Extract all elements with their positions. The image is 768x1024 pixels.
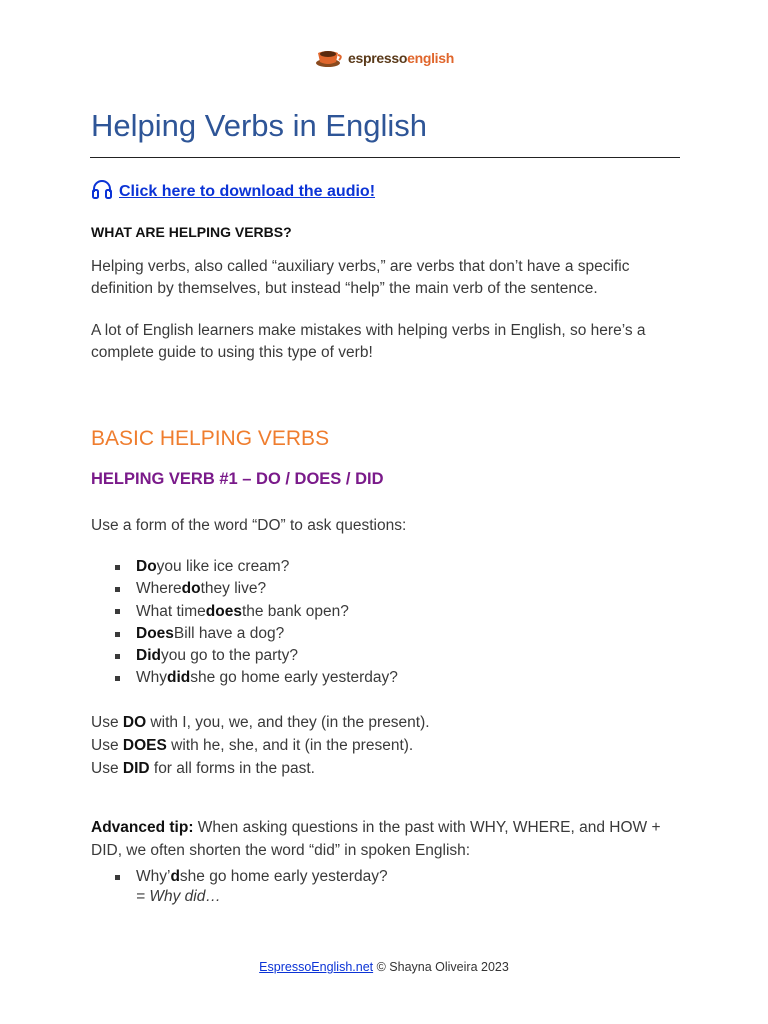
heading-basic-helping-verbs: BASIC HELPING VERBS (91, 427, 330, 450)
example-bold: does (205, 602, 242, 620)
usage-text: with I, you, we, and they (in the present). (146, 714, 430, 731)
headphones-icon[interactable] (91, 178, 113, 205)
usage-text: Use (91, 737, 123, 754)
bullet-icon (115, 632, 120, 637)
tip-examples-list (115, 866, 388, 888)
logo-text (348, 50, 454, 66)
intro-paragraph-1: Helping verbs, also called “auxiliary verbs,” are verbs that don’t have a specific definition by themselves, but instead “help” the main verb of the sentence. (91, 258, 630, 297)
example-text: you go to the party? (160, 647, 298, 665)
usage-line (91, 757, 430, 780)
footer-site-link[interactable]: EspressoEnglish.net (259, 960, 374, 974)
example-bold: d (170, 868, 180, 885)
bullet-icon (115, 676, 120, 681)
usage-bold: DO (122, 714, 147, 731)
usage-line (91, 711, 430, 734)
page-title: Helping Verbs in English (91, 108, 428, 143)
example-bold: do (181, 580, 201, 598)
usage-line (91, 734, 430, 757)
example-text: Where (136, 580, 182, 598)
example-text: the bank open? (241, 602, 349, 620)
example-text: Why’ (136, 868, 171, 885)
usage-rules (91, 711, 430, 780)
usage-bold: DID (122, 760, 150, 777)
example-text: What time (136, 602, 206, 620)
example-bold: Do (136, 558, 157, 575)
usage-text: Use (91, 760, 123, 777)
list-item (115, 623, 398, 645)
heading-helping-verb-1: HELPING VERB #1 – DO / DOES / DID (91, 470, 384, 488)
footer-copyright: © Shayna Oliveira 2023 (373, 960, 509, 974)
audio-download-link[interactable]: Click here to download the audio! (119, 182, 376, 200)
bullet-icon (115, 565, 120, 570)
example-text: you like ice cream? (156, 558, 290, 575)
logo-text-english: english (407, 50, 454, 66)
tip-example-note: = Why did… (136, 888, 221, 905)
list-item (115, 578, 398, 600)
usage-bold: DOES (122, 737, 167, 754)
example-bold: Does (136, 624, 174, 642)
example-text: Why (136, 669, 167, 687)
example-text: she go home early yesterday? (179, 868, 388, 885)
section-heading-what: WHAT ARE HELPING VERBS? (91, 224, 292, 240)
logo-text-espresso: espresso (347, 50, 408, 66)
bullet-icon (115, 875, 120, 880)
page-footer (0, 960, 768, 974)
usage-text: for all forms in the past. (149, 760, 315, 777)
title-divider (90, 157, 680, 158)
tip-text: When asking questions in the past with WHY, WHERE, and HOW + DID, we often shorten the word “did” in spoken English: (91, 818, 661, 859)
usage-text: Use (91, 714, 123, 731)
advanced-tip (91, 816, 691, 862)
list-item (115, 667, 398, 689)
list-item (115, 866, 388, 888)
example-bold: did (167, 669, 191, 687)
list-item (115, 556, 398, 578)
list-item (115, 645, 398, 667)
example-text: Bill have a dog? (173, 624, 285, 642)
coffee-cup-icon (314, 48, 344, 68)
usage-text: with he, she, and it (in the present). (166, 737, 414, 754)
tip-label: Advanced tip: (91, 818, 194, 836)
intro-paragraph-2: A lot of English learners make mistakes with helping verbs in English, so here’s a complete guide to using this type of verb! (91, 322, 646, 361)
examples-list (115, 556, 398, 690)
example-bold: Did (136, 647, 161, 665)
bullet-icon (115, 587, 120, 592)
bullet-icon (115, 609, 120, 614)
audio-download[interactable] (91, 178, 375, 205)
example-text: she go home early yesterday? (190, 669, 398, 687)
bullet-icon (115, 654, 120, 659)
lead-text: Use a form of the word “DO” to ask questions: (91, 517, 407, 534)
example-text: they live? (200, 580, 267, 598)
brand-logo (0, 48, 768, 68)
list-item (115, 601, 398, 623)
